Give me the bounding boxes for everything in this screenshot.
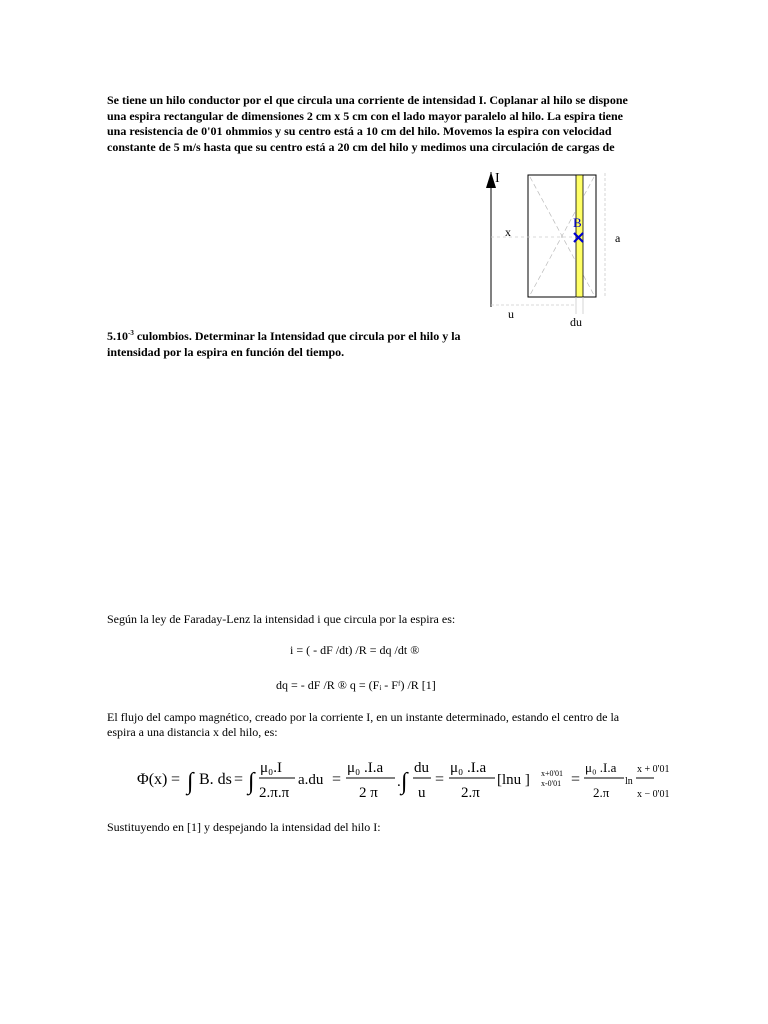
- ln-u-bracket: [lnu ]: [497, 772, 530, 788]
- dot-sep: .: [397, 774, 401, 790]
- continuation-line-1: $5.10^{-3}$ culombios. Determinar la Intensidad que circula por el hilo y la: [107, 329, 461, 343]
- fraction-5-den: 2.π: [593, 785, 610, 800]
- faraday-intro: Según la ley de Faraday-Lenz la intensidad i que circula por la espira es:: [107, 612, 456, 626]
- a-du: a.du: [298, 772, 324, 788]
- b-ds: B. ds: [199, 771, 232, 788]
- problem-line-3: una resistencia de 0'01 ohmmios y su centro está a 10 cm del hilo. Movemos la espira con velocidad: [107, 124, 612, 138]
- flux-intro: [107, 710, 667, 740]
- equals-5: =: [571, 771, 581, 788]
- flux-intro-line-2: espira a una distancia x del hilo, es:: [107, 725, 278, 739]
- wire-loop-diagram: [478, 162, 648, 342]
- equals-1: =: [171, 771, 181, 788]
- integral-2: ∫: [248, 769, 255, 795]
- fraction-1-num: μ₀.I: [260, 760, 283, 776]
- problem-line-2: una espira rectangular de dimensiones 2 cm x 5 cm con el lado mayor paralelo al hilo. La espira tiene: [107, 108, 623, 123]
- continuation-line-2: intensidad por la espira en función del tiempo.: [107, 344, 345, 359]
- equals-3: =: [332, 771, 342, 788]
- equals-2: =: [234, 771, 244, 788]
- fraction-4-num: μ₀ .I.a: [450, 760, 487, 776]
- du-label: du: [570, 315, 582, 329]
- lower-limit: x-0'01: [541, 779, 562, 788]
- fraction-2-num: μ₀ .I.a: [347, 760, 384, 776]
- u-label: u: [508, 307, 514, 321]
- current-label: I: [495, 171, 500, 186]
- problem-line-1: Se tiene un hilo conductor por el que circula una corriente de intensidad I. Coplanar al hilo se dispone: [107, 93, 628, 107]
- equation-charge: dq = - dF /R ® q = (Fᵢ - Fᶠ) /R [1]: [276, 678, 436, 692]
- flux-equation: [135, 752, 670, 808]
- fraction-6-num: x + 0'01: [637, 764, 670, 775]
- b-field-label: B: [573, 215, 582, 230]
- problem-line-4: constante de 5 m/s hasta que su centro está a 20 cm del hilo y medimos una circulación de cargas de: [107, 139, 615, 154]
- fraction-3-num: du: [414, 760, 429, 776]
- integral-1: ∫: [187, 769, 194, 795]
- sustituyendo-text: Sustituyendo en [1] y despejando la intensidad del hilo I:: [107, 820, 381, 834]
- upper-limit: x+0'01: [541, 769, 563, 778]
- problem-statement: [107, 93, 667, 155]
- ln-symbol: ln: [625, 776, 633, 787]
- fraction-5-num: μ₀ .I.a: [585, 760, 617, 775]
- fraction-6-den: x − 0'01: [637, 789, 670, 800]
- x-label: x: [505, 225, 511, 239]
- fraction-3-den: u: [418, 785, 426, 801]
- integral-3: ∫: [401, 769, 408, 795]
- fraction-4-den: 2.π: [461, 785, 480, 801]
- phi-symbol: Φ(x): [137, 771, 168, 788]
- a-label: a: [615, 231, 621, 245]
- equation-current: i = ( - dF /dt) /R = dq /dt ®: [290, 643, 420, 657]
- fraction-1-den: 2.π.π: [259, 785, 290, 801]
- equals-4: =: [435, 771, 445, 788]
- fraction-2-den: 2 π: [359, 785, 378, 801]
- flux-intro-line-1: El flujo del campo magnético, creado por la corriente I, en un instante determinado, estando el centro de la: [107, 710, 620, 724]
- problem-continuation: [107, 329, 487, 360]
